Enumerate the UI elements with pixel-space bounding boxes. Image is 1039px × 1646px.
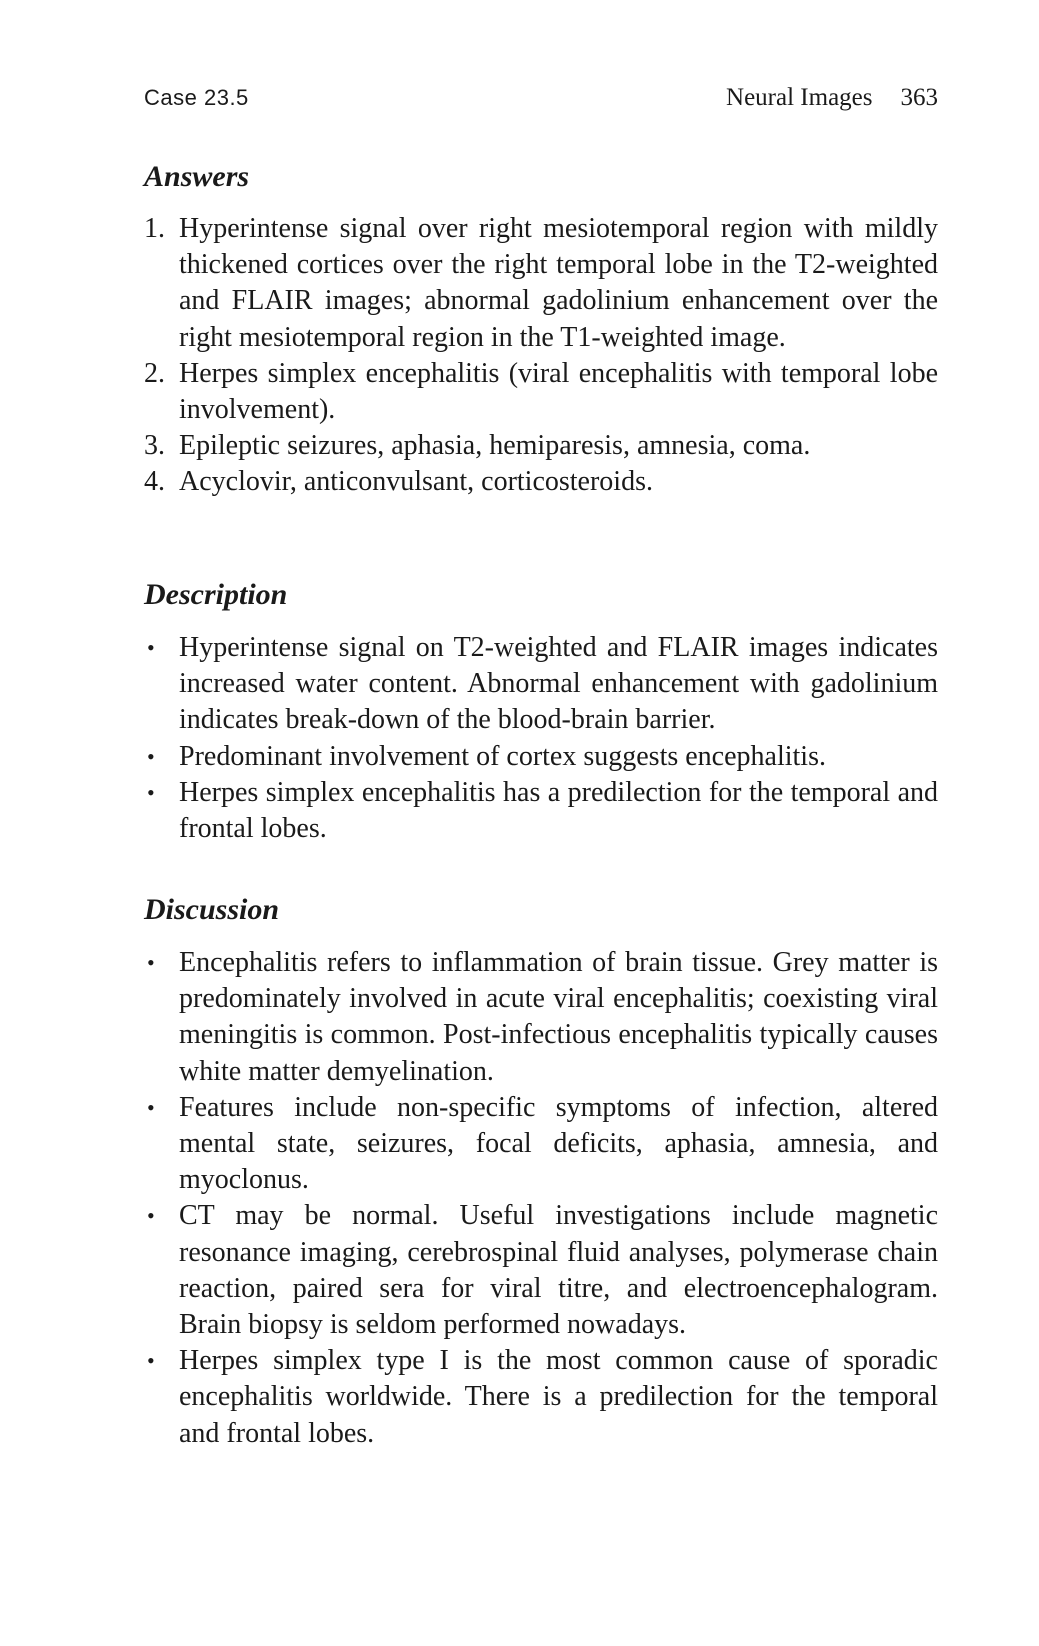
- answer-item-3: [144, 428, 938, 464]
- book-title: Neural Images: [726, 84, 873, 111]
- discussion-item-1: [144, 945, 938, 1090]
- description-heading: Description: [144, 578, 288, 611]
- discussion-heading: Discussion: [144, 893, 280, 926]
- bullet-marker: •: [147, 635, 155, 660]
- bullet-marker: •: [147, 1348, 155, 1374]
- answers-list: [144, 211, 938, 501]
- bullet-marker: •: [147, 950, 155, 975]
- page-number: 363: [900, 84, 938, 111]
- answer-item-1: [144, 211, 938, 356]
- answer-text: Acyclovir, anticonvulsant, corticosteroids.: [179, 466, 653, 498]
- list-marker: 2.: [144, 357, 165, 389]
- running-head-right: [726, 78, 938, 118]
- description-item-1: [144, 630, 938, 739]
- bullet-marker: •: [147, 1094, 155, 1120]
- discussion-text: CT may be normal. Useful investigations include magnetic resonance imaging, cerebrospinal fluid analyses, polymerase chain reaction, paired sera for viral titre, and electroencephalogram. Brain biopsy is seldom performed nowadays.: [179, 1200, 938, 1341]
- description-text: Herpes simplex encephalitis has a predilection for the temporal and frontal lobes.: [179, 776, 938, 845]
- discussion-text: Herpes simplex type I is the most common cause of sporadic encephalitis worldwide. There is a predilection for the temporal and frontal lobes.: [179, 1345, 938, 1449]
- answer-text: Herpes simplex encephalitis (viral encephalitis with temporal lobe involvement).: [179, 357, 938, 426]
- bullet-marker: •: [147, 1203, 155, 1229]
- bullet-marker: •: [147, 743, 155, 769]
- discussion-item-3: [144, 1198, 938, 1343]
- description-text: Hyperintense signal on T2-weighted and FLAIR images indicates increased water content. Abnormal enhancement with gadolinium indicates break-down of the blood-brain barrier.: [179, 632, 938, 736]
- description-list: [144, 630, 938, 847]
- description-item-2: [144, 739, 938, 775]
- bullet-marker: •: [147, 779, 155, 805]
- discussion-item-4: [144, 1343, 938, 1452]
- list-marker: 3.: [144, 430, 165, 462]
- answer-text: Epileptic seizures, aphasia, hemiparesis, amnesia, coma.: [179, 430, 811, 462]
- running-head: [144, 78, 938, 118]
- description-text: Predominant involvement of cortex suggests encephalitis.: [179, 740, 826, 772]
- description-item-3: [144, 775, 938, 847]
- discussion-item-2: [144, 1090, 938, 1199]
- answers-heading: Answers: [144, 160, 250, 193]
- discussion-text: Features include non-specific symptoms of infection, altered mental state, seizures, focal deficits, aphasia, amnesia, and myoclonus.: [179, 1091, 938, 1196]
- discussion-text: Encephalitis refers to inflammation of brain tissue. Grey matter is predominately involved in acute viral encephalitis; coexisting viral meningitis is common. Post-infectious encephalitis typically causes white matter demyelination.: [179, 947, 938, 1087]
- case-label: Case 23.5: [144, 85, 249, 110]
- answer-item-2: [144, 356, 938, 428]
- answer-item-4: [144, 464, 938, 500]
- discussion-list: [144, 945, 938, 1452]
- list-marker: 1.: [144, 213, 165, 244]
- list-marker: 4.: [144, 466, 165, 498]
- answer-text: Hyperintense signal over right mesiotemporal region with mildly thickened cortices over the right temporal lobe in the T2-weighted and FLAIR images; abnormal gadolinium enhancement over the right mesiotemporal region in the T1-weighted image.: [179, 213, 938, 353]
